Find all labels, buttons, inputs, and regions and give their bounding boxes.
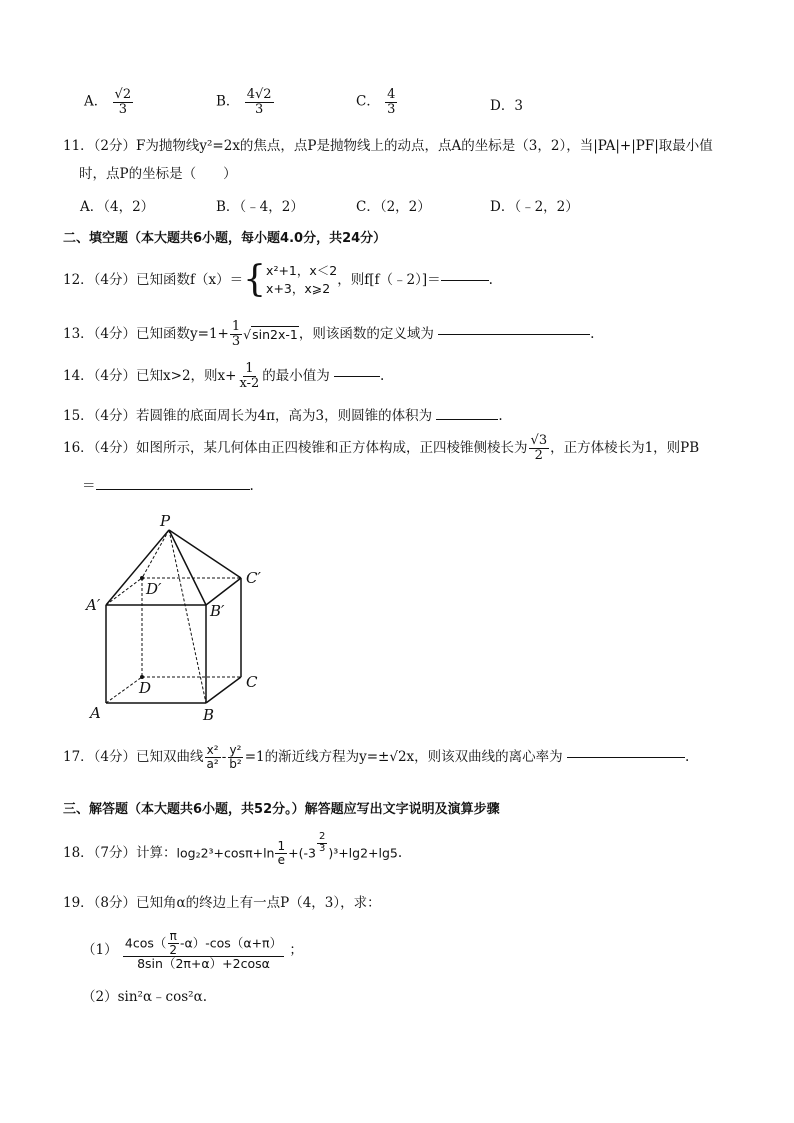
frac-num: 1 [231, 319, 241, 334]
edge-BC [206, 677, 241, 703]
label-C1: C′ [246, 569, 261, 587]
edge-PC1 [169, 530, 241, 578]
q11-option-c: C．（2，2） [356, 199, 431, 215]
q13-answer-blank[interactable] [438, 334, 590, 335]
label-D1: D′ [146, 580, 162, 598]
q12-case1: x²+1，x＜2 [266, 263, 338, 278]
q10-option-b: B． $\frac{4√2}{3}$ [216, 87, 272, 117]
q16-line1 [63, 434, 699, 462]
q11-line2: 时，点P的坐标是（ ） [79, 166, 237, 182]
q13-fraction [230, 320, 242, 348]
q16-line1-text: 16．（4分）如图所示，某几何体由正四棱锥和正方体构成，正四棱锥侧棱长为 [63, 440, 528, 457]
q11-option-d: D．（﹣2，2） [490, 199, 579, 215]
q17-x-fraction [205, 744, 221, 770]
q14 [63, 362, 384, 390]
q18-prefix: 18．（7分）计算： [63, 845, 177, 861]
q16-line2-text: ＝ [82, 478, 96, 494]
option-c-fraction [385, 88, 397, 116]
label-P: P [160, 512, 171, 530]
q19-part1 [82, 930, 303, 970]
label-B: B [203, 706, 215, 724]
q19-p1-end: ； [289, 942, 303, 959]
q10-option-c: C． $\frac{4}{3}$ [356, 87, 396, 117]
label-D: D [139, 679, 152, 697]
q18 [63, 831, 403, 867]
q16-line1-suffix: ，正方体棱长为1，则PB [550, 440, 700, 457]
q14-suffix: 的最小值为 [262, 368, 330, 385]
q14-end: . [380, 368, 385, 385]
q17-y-fraction [227, 744, 243, 770]
section2-title: 二、填空题（本大题共6小题，每小题4.0分，共24分） [63, 231, 387, 246]
option-label: A． [84, 93, 108, 110]
frac-num: √3 [530, 433, 548, 448]
q18-expr-c: )³+lg2+lg5 [328, 845, 398, 861]
frac-num: 4 [387, 87, 396, 102]
option-a-fraction [113, 88, 134, 116]
q13 [63, 320, 594, 348]
frac-den: e [277, 852, 285, 867]
q12 [63, 259, 493, 301]
q17 [63, 744, 689, 770]
q19-line1: 19．（8分）已知角α的终边上有一点P（4，3），求： [63, 895, 381, 911]
segment-PB [169, 530, 206, 703]
frac-den: 3 [254, 101, 264, 117]
frac-num: 2 [318, 831, 326, 842]
q15-answer-blank[interactable] [436, 419, 498, 420]
q13-prefix: 13．（4分）已知函数y=1+ [63, 326, 229, 343]
q18-end: . [397, 845, 403, 861]
q19-p1-fraction [123, 930, 284, 970]
q11-option-a: A．（4，2） [80, 199, 155, 215]
q12-prefix: 12．（4分）已知函数f（x）＝ [63, 272, 244, 289]
q13-sqrt: √sin2x-1 [243, 326, 298, 342]
q19-p1-denominator: 8sin（2π+α）+2cosα [137, 956, 270, 972]
q16-fraction [529, 434, 550, 462]
point-D [140, 675, 144, 679]
frac-num: 4√2 [246, 87, 272, 102]
edge-AD [106, 677, 142, 703]
q12-suffix: ，则f[f（﹣2）]＝ [337, 272, 441, 289]
q13-suffix: ，则该函数的定义域为 [298, 326, 434, 343]
frac-num: 1 [245, 361, 254, 376]
q13-end: . [590, 326, 595, 343]
label-B1: B′ [210, 602, 225, 620]
q19-part2: （2）sin²α﹣cos²α. [82, 989, 207, 1005]
edge-B1C1 [206, 578, 241, 605]
q16-end: . [249, 478, 254, 494]
frac-num: x² [206, 743, 219, 757]
frac-den: 3 [231, 333, 241, 349]
q17-middle: =1的渐近线方程为y=±√2x，则该双曲线的离心率为 [244, 749, 563, 765]
q11-option-b: B．（﹣4，2） [216, 199, 304, 215]
frac-num: 1 [277, 839, 286, 853]
frac-den: 3 [318, 842, 326, 854]
point-D1 [140, 576, 144, 580]
label-C: C [246, 673, 258, 691]
q16-line2 [82, 478, 254, 494]
section3-title: 三、解答题（本大题共6小题，共52分。）解答题应写出文字说明及演算步骤 [63, 802, 500, 817]
q12-end: . [488, 272, 493, 289]
q17-answer-blank[interactable] [567, 757, 685, 758]
q11-line1: 11．（2分）F为抛物线y²=2x的焦点，点P是抛物线上的动点，点A的坐标是（3，2），当|PA|+|PF|取最小值 [63, 138, 713, 154]
frac-num: π [169, 929, 177, 943]
q12-answer-blank[interactable] [441, 280, 489, 281]
q19-num-b: -α）-cos（α+π） [180, 935, 283, 951]
edge-PD1 [142, 530, 169, 578]
q18-exponent-fraction [317, 832, 327, 854]
frac-den: 2 [169, 942, 178, 957]
q10-option-d: D．3 [490, 98, 523, 114]
q14-prefix: 14．（4分）已知x>2，则x+ [63, 368, 237, 385]
frac-den: 3 [118, 101, 127, 117]
q18-expr-b: +(-3 [288, 845, 316, 861]
frac-den: 2 [534, 447, 543, 463]
frac-den: a² [206, 756, 219, 771]
edge-A1D1 [106, 578, 142, 605]
q12-case2: x+3，x⩾2 [266, 281, 331, 297]
q17-end: . [684, 749, 690, 765]
q14-answer-blank[interactable] [334, 376, 380, 377]
q18-fraction [275, 840, 287, 866]
q18-expr-a: log₂2³+cosπ+ln [176, 845, 275, 861]
q17-minus: - [221, 749, 227, 765]
frac-den: b² [229, 756, 242, 771]
q15-end: . [498, 408, 503, 424]
q13-radicand: sin2x-1 [252, 326, 298, 342]
q15 [63, 408, 503, 424]
q16-answer-blank[interactable] [96, 489, 250, 490]
option-b-fraction [245, 88, 274, 116]
q10-option-a [84, 88, 134, 116]
edge-PA1 [106, 530, 169, 605]
frac-num: y² [229, 743, 242, 757]
q19-inner-fraction [167, 930, 179, 956]
label-A: A [90, 704, 101, 722]
frac-den: 3 [387, 101, 396, 117]
edge-PB1 [169, 530, 206, 605]
label-A1: A′ [86, 596, 101, 614]
q15-text: 15．（4分）若圆锥的底面周长为4π，高为3，则圆锥的体积为 [63, 408, 433, 424]
q19-p1-numerator [123, 930, 284, 957]
q19-num-a: 4cos（ [124, 935, 167, 951]
frac-num: √2 [114, 87, 132, 102]
q19-p1-label: （1） [82, 942, 118, 959]
brace-icon: { [243, 259, 267, 301]
frac-den: x-2 [239, 375, 260, 391]
q14-fraction [237, 362, 261, 390]
q17-prefix: 17．（4分）已知双曲线 [63, 749, 204, 765]
q12-cases [266, 262, 337, 298]
